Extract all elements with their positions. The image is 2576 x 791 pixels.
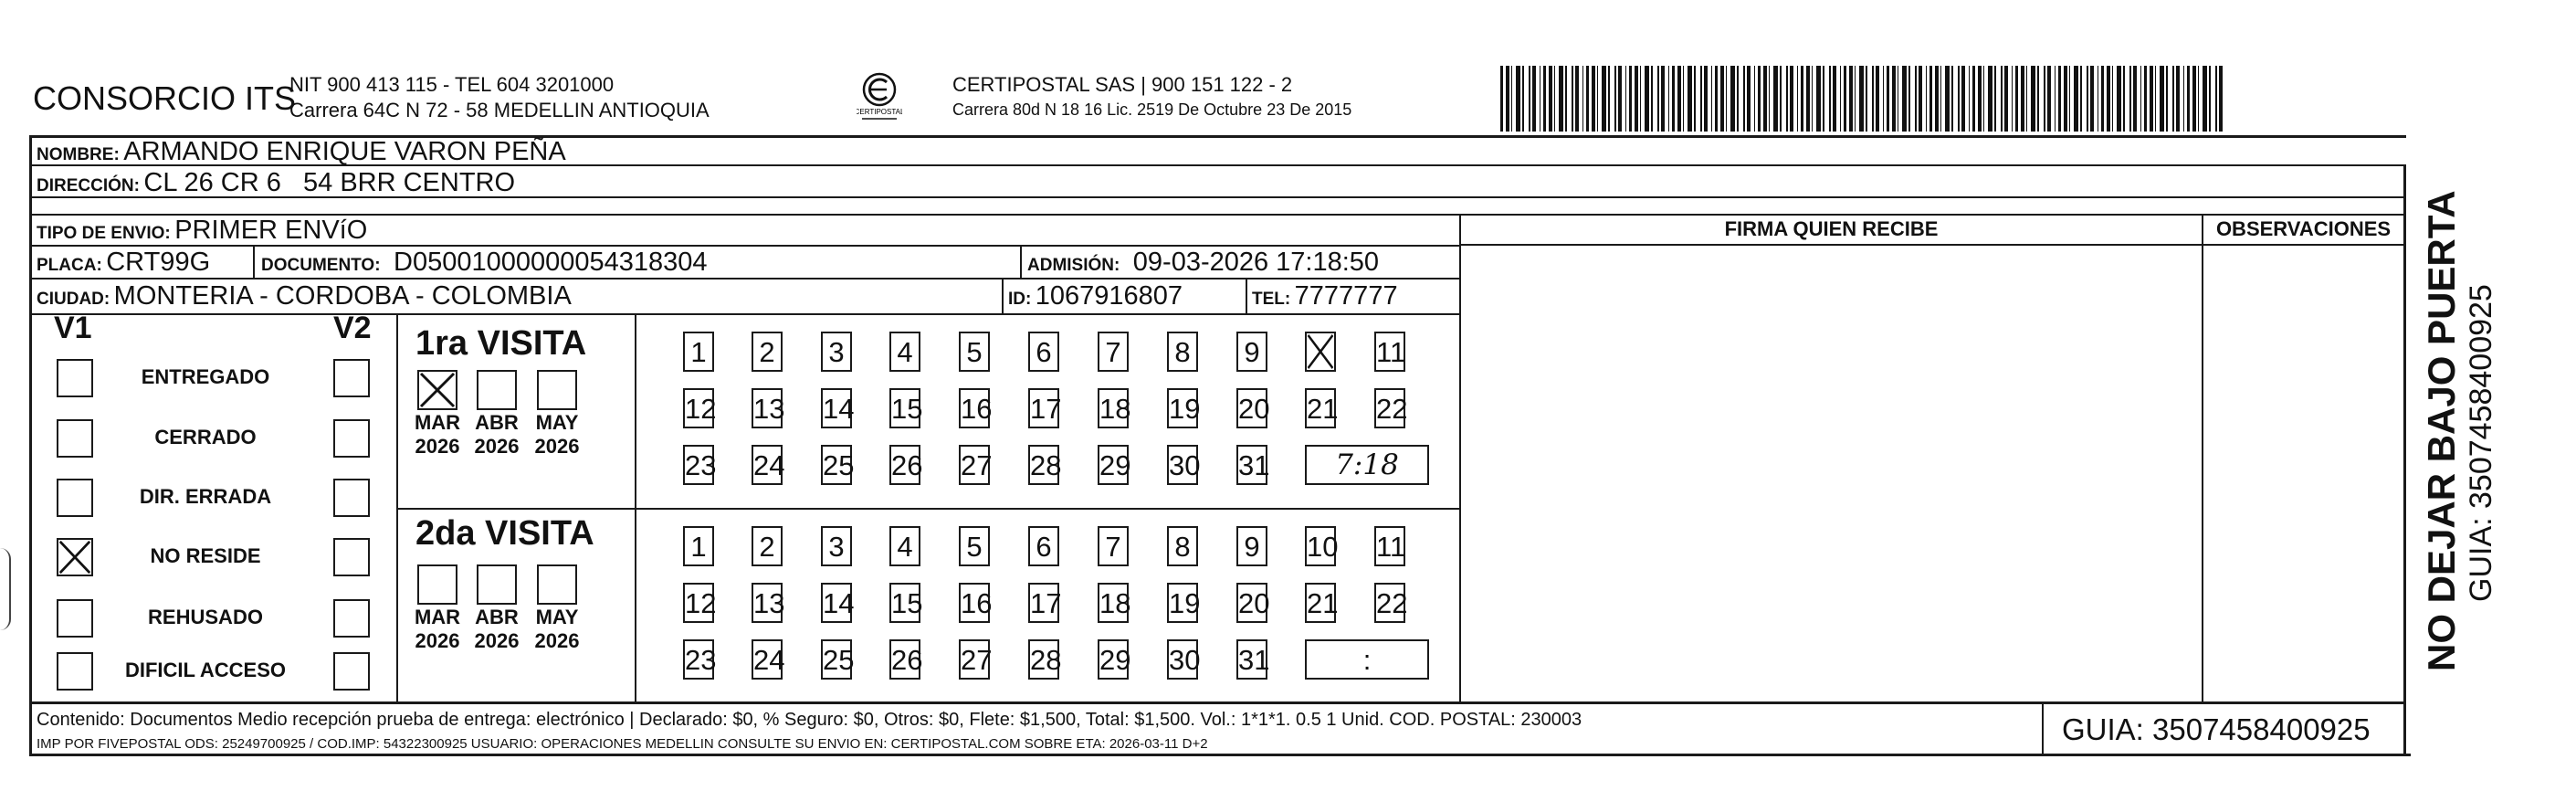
second-visit-day-box[interactable]: 20: [1236, 583, 1267, 623]
first-visit-day-box[interactable]: 31: [1236, 445, 1267, 485]
second-visit-day-box[interactable]: 13: [752, 583, 783, 623]
reason-label: CERRADO: [154, 426, 257, 448]
second-visit-day-box[interactable]: 30: [1167, 639, 1198, 680]
first-visit-day-box[interactable]: 22: [1374, 388, 1405, 428]
v1-checkbox[interactable]: [57, 599, 93, 638]
second-visit-year-label: 2026: [415, 629, 460, 652]
second-visit-month-checkbox[interactable]: [417, 564, 457, 605]
first-visit-day-box[interactable]: 27: [959, 445, 990, 485]
second-visit-day-box[interactable]: 16: [959, 583, 990, 623]
id-label: ID:: [1008, 290, 1032, 309]
reason-label: NO RESIDE: [150, 544, 261, 567]
second-visit-day-box[interactable]: 23: [683, 639, 714, 680]
second-visit-time-box[interactable]: :: [1305, 639, 1429, 680]
v2-checkbox[interactable]: [333, 359, 370, 397]
second-visit-day-box[interactable]: 8: [1167, 526, 1198, 566]
first-visit-day-box[interactable]: 19: [1167, 388, 1198, 428]
v1-checkbox[interactable]: [57, 419, 93, 458]
first-visit-day-box[interactable]: 9: [1236, 332, 1267, 372]
v2-checkbox[interactable]: [333, 652, 370, 691]
first-visit-day-box[interactable]: 11: [1374, 332, 1405, 372]
first-visit-day-box[interactable]: 13: [752, 388, 783, 428]
first-visit-day-box[interactable]: 28: [1028, 445, 1059, 485]
second-visit-day-box[interactable]: 15: [889, 583, 920, 623]
second-visit-month-label: ABR: [475, 606, 519, 628]
direccion-value: CL 26 CR 6 54 BRR CENTRO: [143, 168, 516, 197]
second-visit-day-box[interactable]: 22: [1374, 583, 1405, 623]
v1-checkbox[interactable]: [57, 479, 93, 517]
second-visit-day-box[interactable]: 1: [683, 526, 714, 566]
first-visit-year-label: 2026: [534, 435, 580, 458]
second-visit-day-box[interactable]: 2: [752, 526, 783, 566]
first-visit-day-box[interactable]: 5: [959, 332, 990, 372]
second-visit-day-box[interactable]: 29: [1098, 639, 1129, 680]
second-visit-month-label: MAY: [535, 606, 579, 628]
carrier-info-line2: Carrera 80d N 18 16 Lic. 2519 De Octubre 23 De 2015: [952, 100, 1352, 119]
second-visit-day-box[interactable]: 19: [1167, 583, 1198, 623]
first-visit-day-box[interactable]: 16: [959, 388, 990, 428]
reason-label: DIR. ERRADA: [139, 485, 272, 508]
first-visit-day-box[interactable]: 1: [683, 332, 714, 372]
second-visit-day-box[interactable]: 12: [683, 583, 714, 623]
second-visit-day-box[interactable]: 26: [889, 639, 920, 680]
documento-label: DOCUMENTO:: [261, 256, 381, 275]
company-name: CONSORCIO ITS: [33, 79, 297, 117]
footer-guia: GUIA: 3507458400925: [2062, 712, 2371, 746]
first-visit-day-box[interactable]: [1305, 332, 1336, 372]
second-visit-title: 2da VISITA: [415, 514, 594, 553]
id-value: 1067916807: [1035, 281, 1183, 311]
first-visit-day-box[interactable]: 18: [1098, 388, 1129, 428]
admision-label: ADMISIÓN:: [1027, 256, 1120, 275]
ciudad-label: CIUDAD:: [37, 290, 110, 309]
first-visit-day-box[interactable]: 14: [821, 388, 852, 428]
v1-checkbox[interactable]: [57, 359, 93, 397]
edge-mark: [0, 548, 11, 630]
second-visit-month-checkbox[interactable]: [477, 564, 517, 605]
v2-checkbox[interactable]: [333, 419, 370, 458]
second-visit-month-label: MAR: [414, 606, 461, 628]
company-info-line1: NIT 900 413 115 - TEL 604 3201000: [289, 73, 615, 96]
ciudad-cell: [37, 281, 572, 311]
first-visit-day-box[interactable]: 29: [1098, 445, 1129, 485]
certipostal-logo: [857, 69, 902, 124]
barcode: [1500, 66, 2224, 132]
second-visit-day-box[interactable]: 14: [821, 583, 852, 623]
second-visit-day-box[interactable]: 5: [959, 526, 990, 566]
firma-header: FIRMA QUIEN RECIBE: [1724, 217, 1939, 240]
first-visit-day-box[interactable]: 8: [1167, 332, 1198, 372]
first-visit-month-label: MAR: [414, 411, 461, 434]
second-visit-day-box[interactable]: 25: [821, 639, 852, 680]
v1-checkbox[interactable]: [57, 538, 93, 576]
first-visit-day-box[interactable]: 30: [1167, 445, 1198, 485]
second-visit-day-box[interactable]: 7: [1098, 526, 1129, 566]
second-visit-year-label: 2026: [474, 629, 520, 652]
second-visit-day-box[interactable]: 11: [1374, 526, 1405, 566]
second-visit-day-box[interactable]: 17: [1028, 583, 1059, 623]
first-visit-year-label: 2026: [474, 435, 520, 458]
second-visit-month-checkbox[interactable]: [537, 564, 577, 605]
second-visit-day-box[interactable]: 3: [821, 526, 852, 566]
tipo-envio-row: [37, 216, 367, 246]
first-visit-day-box[interactable]: 4: [889, 332, 920, 372]
admision-value: 09-03-2026 17:18:50: [1132, 248, 1380, 277]
reason-label: DIFICIL ACCESO: [124, 659, 286, 681]
direccion-label: DIRECCIÓN:: [37, 176, 140, 195]
first-visit-time-box[interactable]: 7:18: [1305, 445, 1429, 485]
observaciones-header: OBSERVACIONES: [2215, 217, 2392, 240]
first-visit-day-box[interactable]: 12: [683, 388, 714, 428]
signature-area[interactable]: [1462, 247, 2201, 701]
first-visit-day-box[interactable]: 24: [752, 445, 783, 485]
placa-label: PLACA:: [37, 256, 102, 275]
first-visit-month-checkbox[interactable]: [477, 370, 517, 410]
side-guia: GUIA: 3507458400925: [2464, 284, 2498, 602]
second-visit-year-label: 2026: [534, 629, 580, 652]
first-visit-month-label: ABR: [475, 411, 519, 434]
first-visit-day-box[interactable]: 25: [821, 445, 852, 485]
first-visit-day-box[interactable]: 26: [889, 445, 920, 485]
first-visit-day-box[interactable]: 17: [1028, 388, 1059, 428]
observations-area[interactable]: [2204, 247, 2403, 701]
tel-value: 7777777: [1294, 281, 1398, 311]
first-visit-month-label: MAY: [535, 411, 579, 434]
tel-cell: [1252, 281, 1398, 311]
tel-label: TEL:: [1252, 290, 1291, 309]
second-visit-day-box[interactable]: 6: [1028, 526, 1059, 566]
admision-cell: [1027, 248, 1379, 278]
v2-checkbox[interactable]: [333, 599, 370, 638]
placa-cell: [37, 248, 210, 278]
second-visit-day-box[interactable]: 4: [889, 526, 920, 566]
second-visit-day-box[interactable]: 31: [1236, 639, 1267, 680]
second-visit-day-box[interactable]: 28: [1028, 639, 1059, 680]
reason-label: REHUSADO: [148, 606, 263, 628]
first-visit-day-box[interactable]: 20: [1236, 388, 1267, 428]
direccion-row: [37, 168, 515, 198]
footer-imp: IMP POR FIVEPOSTAL ODS: 25249700925 / COD.IMP: 54322300925 USUARIO: OPERACIONES MEDELLIN CONSULTE SU ENVIO EN: CERTIPOSTAL.COM SOBRE ETA: 2026-03-11 D+2: [37, 736, 1208, 752]
second-visit-day-box[interactable]: 18: [1098, 583, 1129, 623]
svg-text:CERTIPOSTAL: CERTIPOSTAL: [857, 108, 902, 116]
placa-value: CRT99G: [106, 248, 211, 277]
id-cell: [1008, 281, 1183, 311]
first-visit-day-box[interactable]: 7: [1098, 332, 1129, 372]
tipo-envio-value: PRIMER ENVíO: [174, 216, 368, 245]
first-visit-month-checkbox[interactable]: [417, 370, 457, 410]
documento-cell: [261, 248, 708, 278]
carrier-info-line1: CERTIPOSTAL SAS | 900 151 122 - 2: [952, 73, 1293, 96]
nombre-row: [37, 137, 566, 167]
v1-checkbox[interactable]: [57, 652, 93, 691]
first-visit-day-box[interactable]: 6: [1028, 332, 1059, 372]
nombre-label: NOMBRE:: [37, 145, 120, 164]
first-visit-day-box[interactable]: 23: [683, 445, 714, 485]
company-info-line2: Carrera 64C N 72 - 58 MEDELLIN ANTIOQUIA: [289, 99, 710, 121]
first-visit-year-label: 2026: [415, 435, 460, 458]
first-visit-day-box[interactable]: 3: [821, 332, 852, 372]
second-visit-day-box[interactable]: 9: [1236, 526, 1267, 566]
documento-value: D05001000000054318304: [394, 248, 708, 277]
second-visit-day-box[interactable]: 21: [1305, 583, 1336, 623]
first-visit-day-box[interactable]: 21: [1305, 388, 1336, 428]
v2-checkbox[interactable]: [333, 538, 370, 576]
second-visit-day-box[interactable]: 27: [959, 639, 990, 680]
footer-contenido: Contenido: Documentos Medio recepción prueba de entrega: electrónico | Declarado: $0, % Seguro: $0, Otros: $0, Flete: $1,500, Total: $1,500. Vol.: 1*1*1. 0.5 1 Unid. COD. POSTAL: 230003: [37, 710, 1582, 730]
second-visit-day-box[interactable]: 10: [1305, 526, 1336, 566]
first-visit-month-checkbox[interactable]: [537, 370, 577, 410]
first-visit-title: 1ra VISITA: [415, 324, 587, 363]
reason-label: ENTREGADO: [141, 365, 270, 388]
ciudad-value: MONTERIA - CORDOBA - COLOMBIA: [113, 281, 572, 311]
tipo-envio-label: TIPO DE ENVIO:: [37, 224, 171, 243]
side-notice: NO DEJAR BAJO PUERTA: [2420, 190, 2463, 671]
v2-checkbox[interactable]: [333, 479, 370, 517]
v2-label: V2: [333, 311, 372, 345]
v1-label: V1: [54, 311, 92, 345]
first-visit-day-box[interactable]: 15: [889, 388, 920, 428]
first-visit-day-box[interactable]: 2: [752, 332, 783, 372]
nombre-value: ARMANDO ENRIQUE VARON PEÑA: [123, 137, 566, 166]
second-visit-day-box[interactable]: 24: [752, 639, 783, 680]
